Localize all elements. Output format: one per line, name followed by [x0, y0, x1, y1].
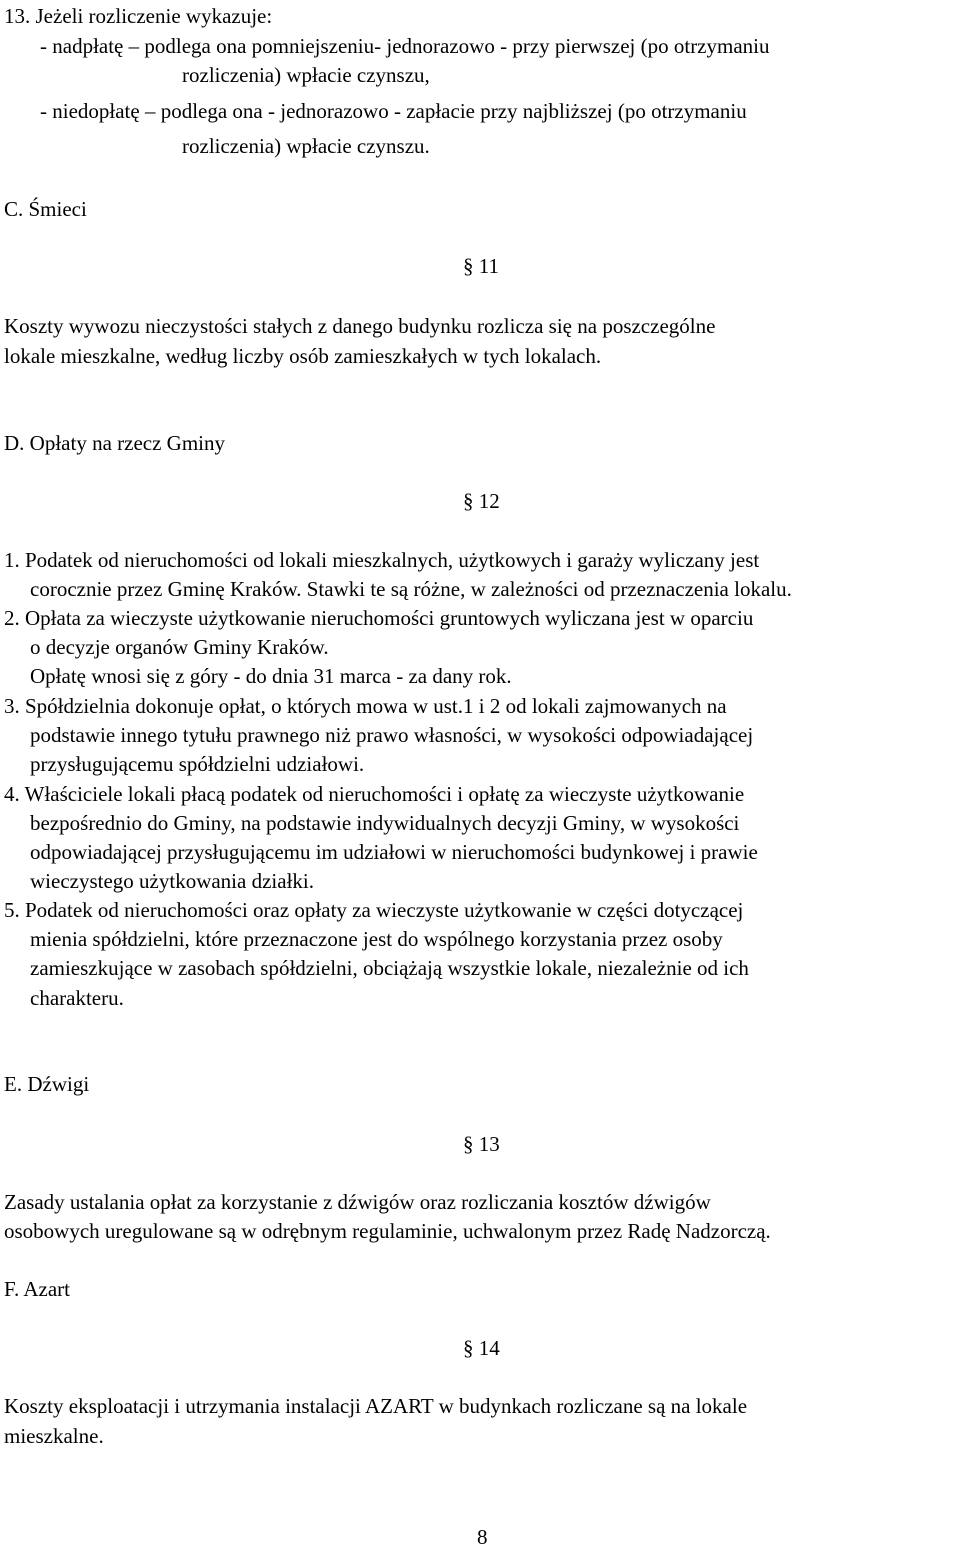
item-1: 1. Podatek od nieruchomości od lokali mieszkalnych, użytkowych i garaży wyliczany jest	[4, 548, 760, 572]
underpayment-item: - niedopłatę – podlega ona - jednorazowo - zapłacie przy najbliższej (po otrzymaniu	[40, 99, 747, 123]
heading-e-dzwigi: E. Dźwigi	[4, 1072, 90, 1096]
paragraph-13-text: Zasady ustalania opłat za korzystanie z dźwigów oraz rozliczania kosztów dźwigów	[4, 1190, 711, 1214]
overpayment-item-cont: rozliczenia) wpłacie czynszu,	[182, 63, 430, 87]
item-4-cont-3: wieczystego użytkowania działki.	[30, 869, 314, 893]
item-3-cont-2: przysługującemu spółdzielni udziałowi.	[30, 752, 365, 776]
item-2: 2. Opłata za wieczyste użytkowanie nieruchomości gruntowych wyliczana jest w oparciu	[4, 606, 754, 630]
paragraph-13-text-cont: osobowych uregulowane są w odrębnym regulaminie, uchwalonym przez Radę Nadzorczą.	[4, 1219, 771, 1243]
item-3: 3. Spółdzielnia dokonuje opłat, o których mowa w ust.1 i 2 od lokali zajmowanych na	[4, 694, 727, 718]
item-2-cont: o decyzje organów Gminy Kraków.	[30, 635, 329, 659]
item-5-cont-3: charakteru.	[30, 986, 124, 1010]
item-5-cont: mienia spółdzielni, które przeznaczone jest do wspólnego korzystania przez osoby	[30, 927, 723, 951]
item-4-cont-2: odpowiadającej przysługującemu im udziałowi w nieruchomości budynkowej i prawie	[30, 840, 758, 864]
paragraph-13-marker: § 13	[463, 1132, 500, 1156]
paragraph-11-text: Koszty wywozu nieczystości stałych z danego budynku rozlicza się na poszczególne	[4, 314, 716, 338]
paragraph-14-text: Koszty eksploatacji i utrzymania instalacji AZART w budynkach rozliczane są na lokale	[4, 1394, 748, 1418]
heading-c-smieci: C. Śmieci	[4, 197, 87, 221]
item-5-cont-2: zamieszkujące w zasobach spółdzielni, obciążają wszystkie lokale, niezależnie od ich	[30, 956, 749, 980]
heading-f-azart: F. Azart	[4, 1277, 70, 1301]
overpayment-item: - nadpłatę – podlega ona pomniejszeniu- jednorazowo - przy pierwszej (po otrzymaniu	[40, 34, 770, 58]
page-number: 8	[477, 1525, 488, 1549]
item-1-cont: corocznie przez Gminę Kraków. Stawki te są różne, w zależności od przeznaczenia lokalu.	[30, 577, 792, 601]
heading-d-oplaty-gminy: D. Opłaty na rzecz Gminy	[4, 431, 226, 455]
section-13-intro: 13. Jeżeli rozliczenie wykazuje:	[4, 4, 273, 28]
paragraph-14-text-cont: mieszkalne.	[4, 1424, 104, 1448]
paragraph-11-text-cont: lokale mieszkalne, według liczby osób zamieszkałych w tych lokalach.	[4, 344, 602, 368]
paragraph-14-marker: § 14	[463, 1336, 500, 1360]
paragraph-12-marker: § 12	[463, 489, 500, 513]
underpayment-item-cont: rozliczenia) wpłacie czynszu.	[182, 134, 430, 158]
paragraph-11-marker: § 11	[463, 254, 499, 278]
item-3-cont: podstawie innego tytułu prawnego niż prawo własności, w wysokości odpowiadającej	[30, 723, 754, 747]
item-4: 4. Właściciele lokali płacą podatek od nieruchomości i opłatę za wieczyste użytkowanie	[4, 782, 745, 806]
item-5: 5. Podatek od nieruchomości oraz opłaty za wieczyste użytkowanie w części dotyczącej	[4, 898, 744, 922]
item-4-cont: bezpośrednio do Gminy, na podstawie indywidualnych decyzji Gminy, w wysokości	[30, 811, 740, 835]
item-2-payment-note: Opłatę wnosi się z góry - do dnia 31 marca - za dany rok.	[30, 664, 512, 688]
